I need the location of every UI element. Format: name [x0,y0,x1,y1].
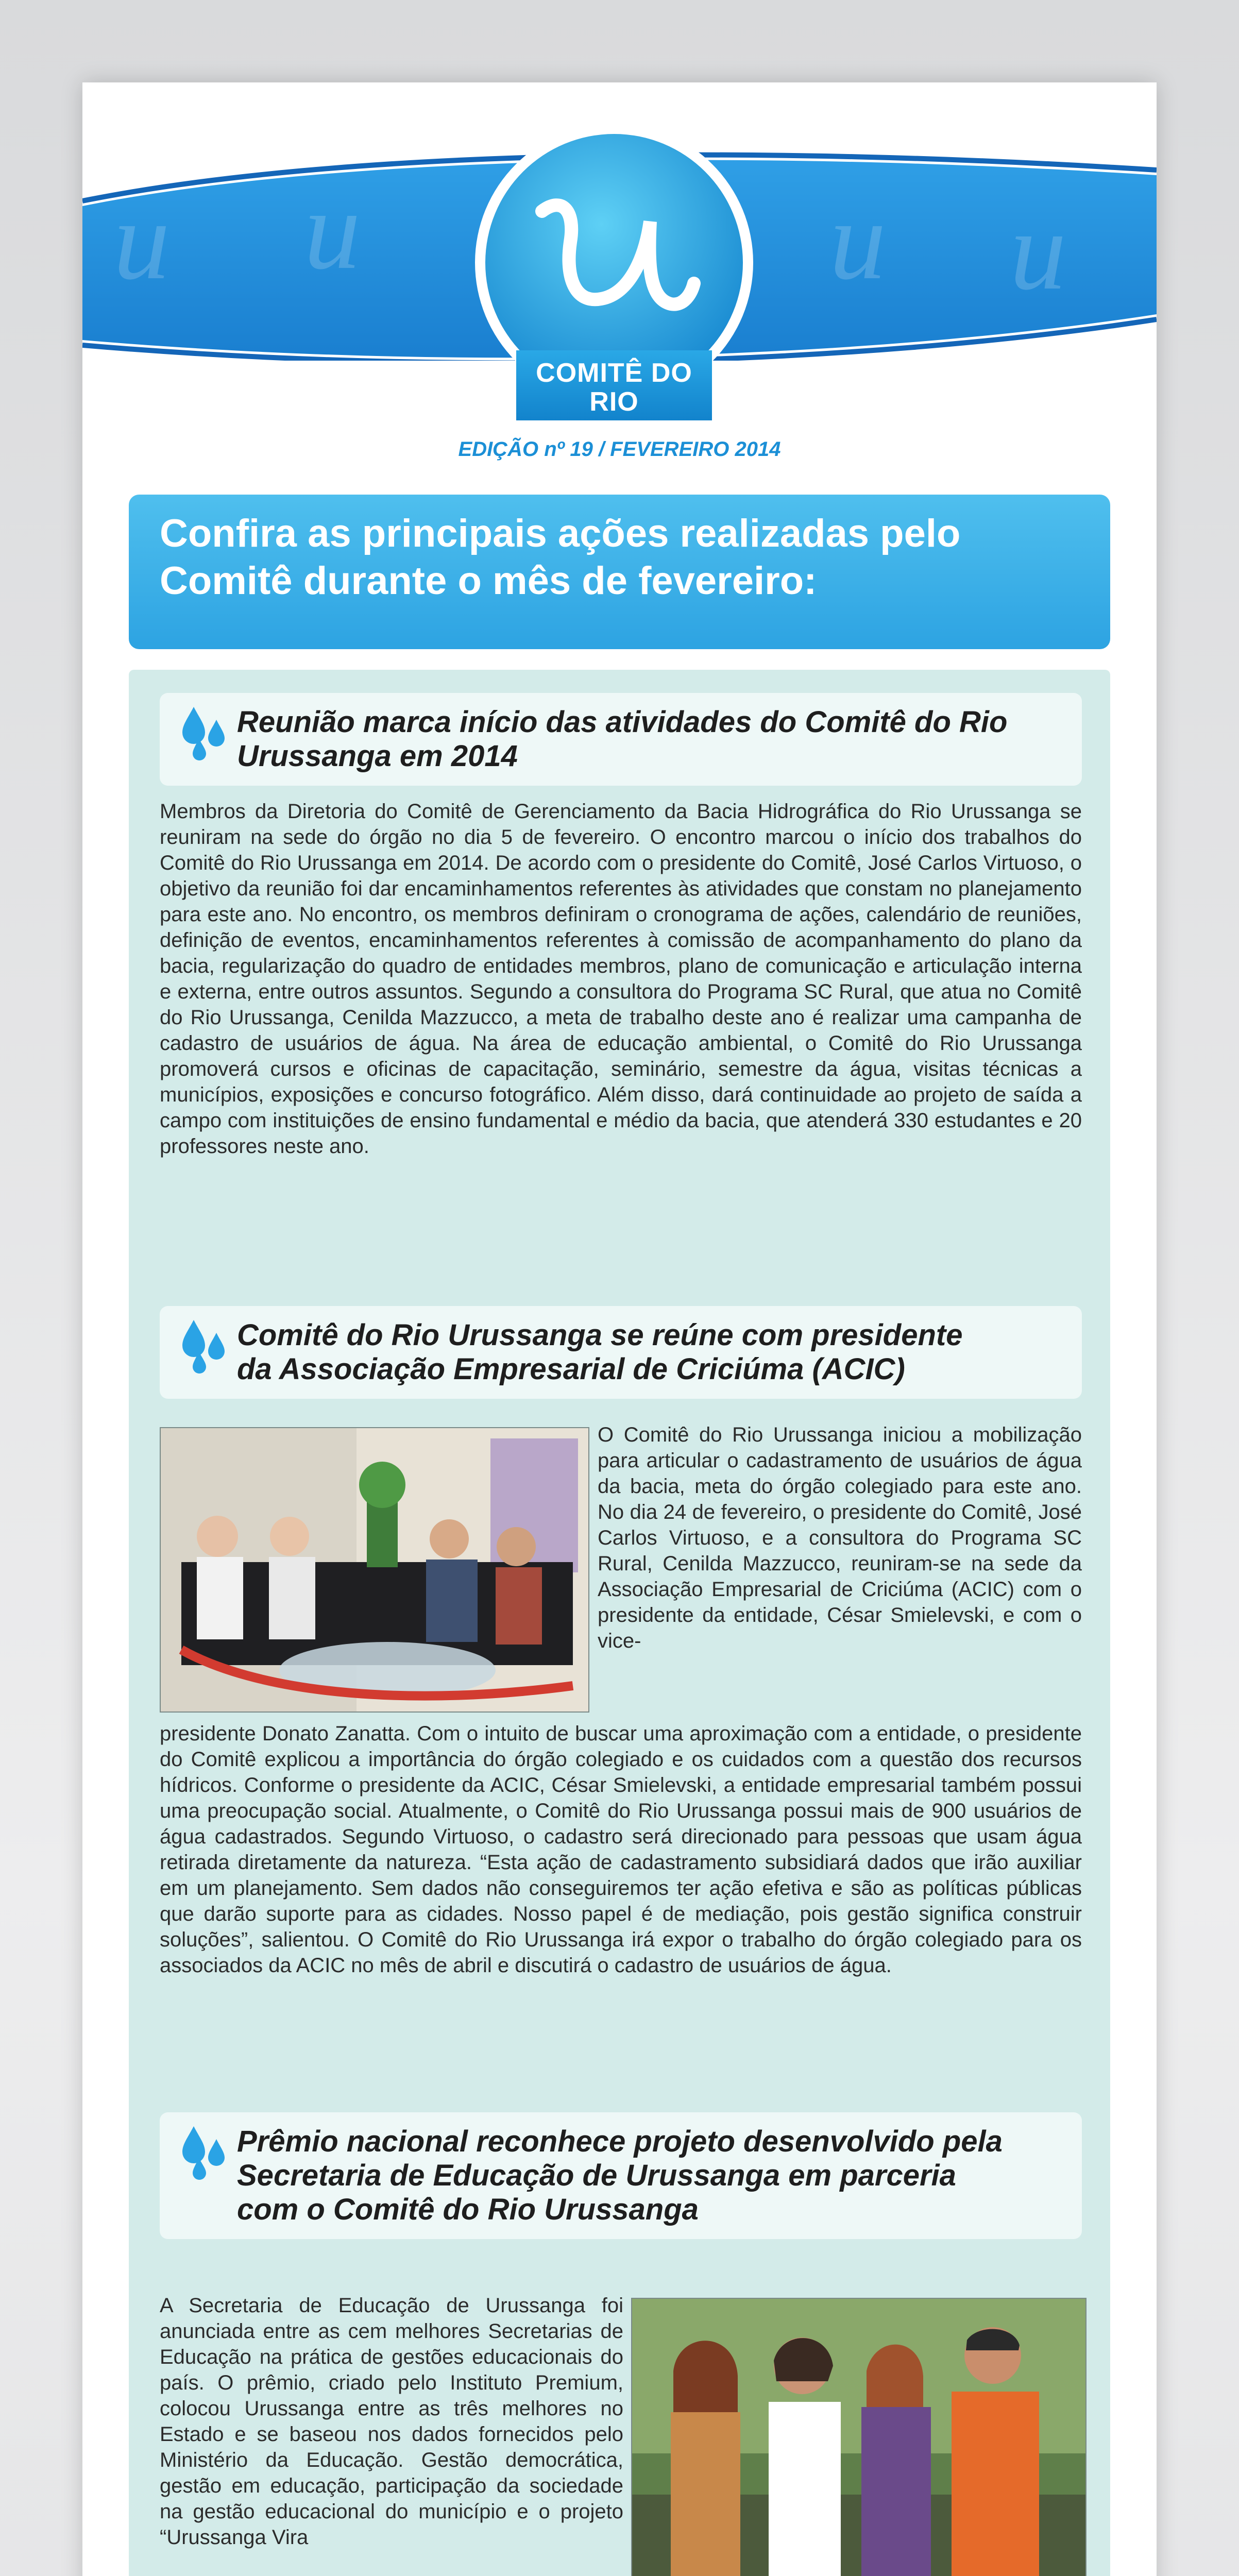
section-body-1: Membros da Diretoria do Comitê de Gerenciamento da Bacia Hidrográfica do Rio Urussanga se reuniram na sede do órgão no dia 5 de fevereiro. O encontro marcou o início dos trabalhos do Comitê do Rio Urussanga em 2014. De acordo com o presidente do Comitê, José Carlos Virtuoso, o objetivo da reunião foi dar encaminhamentos referentes às atividades que constam no planejamento para este ano. No encontro, os membros definiram o cronograma de ações, calendário de reuniões, definição de eventos, encaminhamentos referentes à comissão de acompanhamento do plano da bacia, regularização do quadro de entidades membros, plano de comunicação e articulação interna e externa, entre outros assuntos. Segundo a consultora do Programa SC Rural, que atua no Comitê do Rio Urussanga, Cenilda Mazzucco, a meta de trabalho deste ano é realizar uma campanha de cadastro de usuários de água. Na área de educação ambiental, o Comitê do Rio Urussanga promoverá cursos e oficinas de capacitação, seminário, semestre da água, visitas técnicas a municípios, exposições e concurso fotográfico. Além disso, dará continuidade ao projeto de saída a campo com instituições de ensino fundamental e médio da bacia, que atenderá 330 estudantes e 20 professores neste ano. [160,800,1082,1158]
section-title-1-line2: Urussanga em 2014 [237,739,518,773]
intro-headline-box [129,495,1110,649]
section-title-2 [160,1306,1082,1399]
water-drops-icon [178,1317,230,1374]
committee-name-line2: RIO URUSSANGA [525,387,703,446]
award-photo [631,2298,1087,2576]
watermark-u-icon: u [304,167,361,293]
section-body-2-side: O Comitê do Rio Urussanga iniciou a mobilização para articular o cadastramento de usuários de água da bacia, meta do órgão colegiado para este ano. No dia 24 de fevereiro, o presidente do Comitê, José Carlos Virtuoso, e a consultora do Programa SC Rural, Cenilda Mazzucco, reuniram-se na sede da Associação Empresarial de Criciúma (ACIC) com o presidente da entidade, César Smielevski, e com o vice- [598,1423,1082,1652]
section-title-3-line1: Prêmio nacional reconhece projeto desenvolvido pela [237,2125,1003,2158]
newsletter-page [82,82,1157,2576]
section-title-3-line3: com o Comitê do Rio Urussanga [237,2193,699,2226]
section-title-3 [160,2112,1082,2239]
watermark-u-icon: u [829,177,886,303]
section-title-2-line1: Comitê do Rio Urussanga se reúne com presidente [237,1318,963,1352]
watermark-u-icon: u [1010,188,1066,313]
intro-headline-line2: Comitê durante o mês de fevereiro: [160,559,817,603]
water-drops-icon [178,704,230,761]
watermark-u-icon: u [113,177,170,303]
intro-headline-line1: Confira as principais ações realizadas pelo [160,512,961,555]
section-title-1 [160,693,1082,786]
section-title-2-line2: da Associação Empresarial de Criciúma (ACIC) [237,1352,905,1386]
section-body-3-side: A Secretaria de Educação de Urussanga foi anunciada entre as cem melhores Secretarias de Educação na prática de gestões educacionais do país. O prêmio, criado pelo Instituto Premium, colocou Urussanga entre as três melhores no Estado e se baseou nos dados fornecidos pelo Ministério da Educação. Gestão democrática, gestão em educação, participação da sociedade na gestão educacional do município e o projeto “Urussanga Vira [160,2294,623,2549]
section-title-3-line2: Secretaria de Educação de Urussanga em parceria [237,2159,956,2192]
committee-name-label [516,350,712,446]
meeting-photo [160,1427,589,1713]
committee-name-line1: COMITÊ DO [536,358,692,388]
section-title-1-line1: Reunião marca início das atividades do Comitê do Rio [237,705,1008,739]
section-body-2-full: presidente Donato Zanatta. Com o intuito de buscar uma aproximação com a entidade, o presidente do Comitê explicou a importância do órgão colegiado e os cuidados com a questão dos recursos hídricos. Conforme o presidente da ACIC, César Smielevski, a entidade empresarial também possui uma preocupação social. Atualmente, o Comitê do Rio Urussanga possui mais de 900 usuários de água cadastrados. Segundo Virtuoso, o cadastro será direcionado para pessoas que usam água retirada diretamente da natureza. “Esta ação de cadastramento subsidiará dados que irão auxiliar em um planejamento. Sem dados não conseguiremos ter ação efetiva e são as políticas públicas que darão suporte para as cidades. Nosso papel é de mediação, pois gestão significa construir soluções”, salientou. O Comitê do Rio Urussanga irá expor o trabalho do órgão colegiado para os associados da ACIC no mês de abril e discutirá o cadastro de usuários de água. [160,1722,1082,1977]
edition-label: EDIÇÃO nº 19 / FEVEREIRO 2014 [458,438,781,461]
water-drops-icon [178,2124,230,2180]
